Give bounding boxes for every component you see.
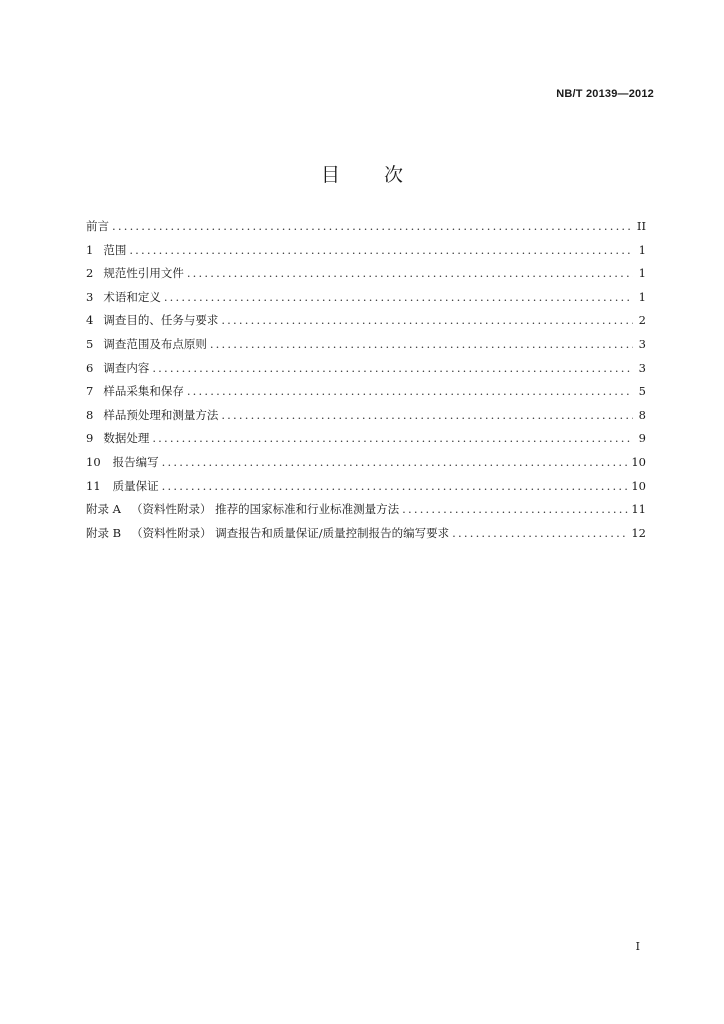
- toc-entry-title: 样品采集和保存: [103, 384, 184, 399]
- toc-leader-dots: [402, 502, 628, 516]
- toc-entry-number: 11: [86, 478, 101, 493]
- toc-entry-page: 1: [638, 289, 646, 304]
- toc-leader-dots: [162, 455, 629, 469]
- toc-leader-dots: [162, 479, 629, 493]
- toc-entry-title: 调查目的、任务与要求: [103, 313, 219, 328]
- toc-leader-dots: [210, 337, 633, 351]
- toc-entry-page: 9: [638, 431, 646, 446]
- toc-entry-title: 样品预处理和测量方法: [103, 407, 219, 422]
- toc-entry-number: 2: [86, 266, 94, 281]
- toc-entry-page: 11: [631, 502, 646, 517]
- toc-entry-title: 术语和定义: [103, 289, 161, 304]
- toc-entry-5[interactable]: [86, 336, 646, 360]
- toc-entry-number: 6: [86, 360, 94, 375]
- toc-entry-title: 范围: [103, 242, 127, 257]
- toc-entry-number: 5: [86, 336, 94, 351]
- toc-entry-page: 1: [638, 266, 646, 281]
- toc-entry-number: 7: [86, 384, 94, 399]
- toc-entry-2[interactable]: [86, 265, 646, 289]
- toc-leader-dots: [221, 408, 633, 422]
- toc-entry-number: 附录 A: [86, 502, 121, 517]
- toc-entry-appendix-b[interactable]: [86, 525, 646, 549]
- toc-entry-page: 2: [638, 313, 646, 328]
- toc-entry-title: 数据处理: [103, 431, 150, 446]
- toc-entry-title: 报告编写: [112, 454, 159, 469]
- toc-entry-6[interactable]: [86, 360, 646, 384]
- toc-entry-title: 前言: [86, 219, 109, 233]
- toc-leader-dots: [152, 431, 633, 445]
- toc-leader-dots: [221, 313, 633, 327]
- standard-code: NB/T 20139—2012: [556, 88, 654, 100]
- toc-entry-1[interactable]: [86, 242, 646, 266]
- toc-entry-page: 3: [638, 360, 646, 375]
- toc-entry-page: 3: [638, 336, 646, 351]
- toc-entry-page: 12: [631, 525, 646, 540]
- toc-entry-11[interactable]: [86, 478, 646, 502]
- toc-entry-title: （资料性附录） 调查报告和质量保证/质量控制报告的编写要求: [131, 525, 450, 540]
- toc-entry-page: 10: [631, 454, 646, 469]
- toc-entry-8[interactable]: [86, 407, 646, 431]
- toc-entry-number: 3: [86, 289, 94, 304]
- toc-entry-number: 4: [86, 313, 94, 328]
- toc-leader-dots: [187, 266, 633, 280]
- toc-entry-page: 1: [638, 242, 646, 257]
- toc-entry-title: 调查范围及布点原则: [103, 336, 207, 351]
- toc-entry-3[interactable]: [86, 289, 646, 313]
- toc-entry-number: 9: [86, 431, 94, 446]
- toc-entry-number: 8: [86, 407, 94, 422]
- toc-entry-title: 质量保证: [112, 478, 159, 493]
- toc-entry-number: 1: [86, 242, 94, 257]
- toc-leader-dots: [187, 384, 633, 398]
- toc-entry-number: 附录 B: [86, 525, 122, 540]
- toc-entry-page: 10: [631, 478, 646, 493]
- toc-entry-7[interactable]: [86, 383, 646, 407]
- toc-entry-page: 5: [638, 384, 646, 399]
- page-number: I: [635, 940, 640, 953]
- table-of-contents: [86, 218, 646, 548]
- toc-entry-4[interactable]: [86, 312, 646, 336]
- toc-leader-dots: [152, 361, 633, 375]
- toc-leader-dots: [129, 243, 633, 257]
- toc-entry-page: II: [636, 219, 646, 233]
- toc-entry-appendix-a[interactable]: [86, 501, 646, 525]
- toc-entry-foreword[interactable]: [86, 218, 646, 242]
- toc-leader-dots: [452, 526, 628, 540]
- toc-entry-number: 10: [86, 454, 101, 469]
- toc-entry-title: （资料性附录） 推荐的国家标准和行业标准测量方法: [130, 502, 400, 517]
- page-title: 目次: [320, 164, 447, 186]
- toc-entry-page: 8: [638, 407, 646, 422]
- toc-leader-dots: [164, 290, 633, 304]
- toc-leader-dots: [112, 219, 633, 233]
- toc-entry-10[interactable]: [86, 454, 646, 478]
- toc-entry-title: 规范性引用文件: [103, 266, 184, 281]
- toc-entry-title: 调查内容: [103, 360, 150, 375]
- toc-entry-9[interactable]: [86, 430, 646, 454]
